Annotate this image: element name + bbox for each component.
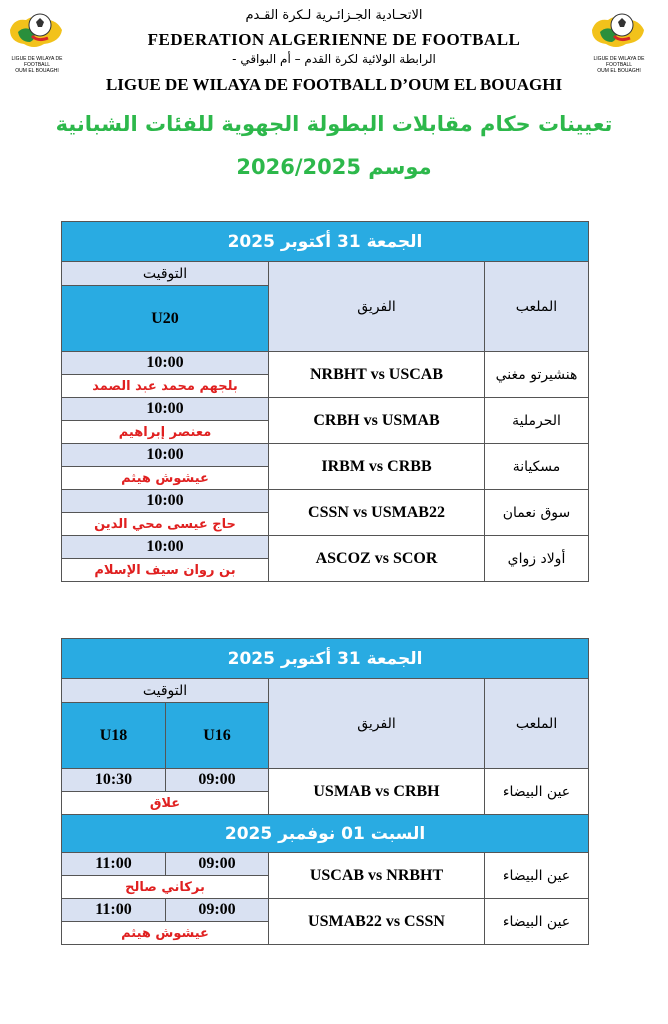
date-header: السبت 01 نوفمبر 2025 xyxy=(62,815,589,853)
match-teams: IRBM vs CRBB xyxy=(269,444,485,490)
referee-name: علاق xyxy=(62,792,269,815)
date-header: الجمعة 31 أكتوبر 2025 xyxy=(62,639,589,679)
federation-name-ar: الاتحـادية الجـزائـرية لـكرة القـدم xyxy=(245,8,423,23)
kickoff-time: 10:00 xyxy=(62,398,269,421)
kickoff-time-u18: 10:30 xyxy=(62,769,166,792)
logo-caption: LIGUE DE WILAYA DE FOOTBALL OUM EL BOUAGHI xyxy=(593,56,645,74)
venue-name: عين البيضاء xyxy=(485,769,589,815)
referee-name: بلجهم محمد عبد الصمد xyxy=(62,375,269,398)
kickoff-time: 10:00 xyxy=(62,444,269,467)
league-name-fr: LIGUE DE WILAYA DE FOOTBALL D’OUM EL BOUAGHI xyxy=(105,75,563,94)
schedule-table-u18-u16 xyxy=(61,638,589,945)
match-teams: USMAB22 vs CSSN xyxy=(269,899,485,945)
referee-name: عيشوش هيثم xyxy=(62,922,269,945)
referee-name: بركاني صالح xyxy=(62,876,269,899)
venue-name: الحرملية xyxy=(485,398,589,444)
kickoff-time: 10:00 xyxy=(62,536,269,559)
venue-name: سوق نعمان xyxy=(485,490,589,536)
venue-column-header: الملعب xyxy=(485,679,589,769)
kickoff-time-u18: 11:00 xyxy=(62,899,166,922)
kickoff-time: 10:00 xyxy=(62,490,269,513)
schedule-table-u20 xyxy=(61,221,589,582)
time-column-header: التوقيت xyxy=(62,262,269,286)
match-teams: USMAB vs CRBH xyxy=(269,769,485,815)
kickoff-time-u16: 09:00 xyxy=(166,853,269,876)
referee-name: معنصر إبراهيم xyxy=(62,421,269,444)
time-column-header: التوقيت xyxy=(62,679,269,703)
team-column-header: الفريق xyxy=(269,262,485,352)
kickoff-time-u18: 11:00 xyxy=(62,853,166,876)
team-column-header: الفريق xyxy=(269,679,485,769)
document-title: تعيينات حكام مقابلات البطولة الجهوية للفئات الشبانية xyxy=(55,112,613,136)
league-name-ar: الرابطة الولائية لكرة القدم – أم البواقي - xyxy=(232,52,436,66)
referee-name: بن روان سيف الإسلام xyxy=(62,559,269,582)
season-label: موسم 2026/2025 xyxy=(236,155,432,179)
match-teams: NRBHT vs USCAB xyxy=(269,352,485,398)
venue-name: مسكيانة xyxy=(485,444,589,490)
match-teams: CRBH vs USMAB xyxy=(269,398,485,444)
referee-name: حاج عيسى محي الدين xyxy=(62,513,269,536)
federation-name-fr: FEDERATION ALGERIENNE DE FOOTBALL xyxy=(147,30,521,49)
category-u16: U16 xyxy=(166,703,269,769)
match-teams: ASCOZ vs SCOR xyxy=(269,536,485,582)
category-u18: U18 xyxy=(62,703,166,769)
date-header: الجمعة 31 أكتوبر 2025 xyxy=(62,222,589,262)
kickoff-time-u16: 09:00 xyxy=(166,899,269,922)
match-teams: CSSN vs USMAB22 xyxy=(269,490,485,536)
logo-caption: LIGUE DE WILAYA DE FOOTBALL OUM EL BOUAGHI xyxy=(11,56,63,74)
venue-name: عين البيضاء xyxy=(485,899,589,945)
kickoff-time-u16: 09:00 xyxy=(166,769,269,792)
match-teams: USCAB vs NRBHT xyxy=(269,853,485,899)
venue-column-header: الملعب xyxy=(485,262,589,352)
kickoff-time: 10:00 xyxy=(62,352,269,375)
venue-name: عين البيضاء xyxy=(485,853,589,899)
venue-name: أولاد زواي xyxy=(485,536,589,582)
category-u20: U20 xyxy=(62,286,269,352)
venue-name: هنشيرتو مغني xyxy=(485,352,589,398)
referee-name: عيشوش هيثم xyxy=(62,467,269,490)
